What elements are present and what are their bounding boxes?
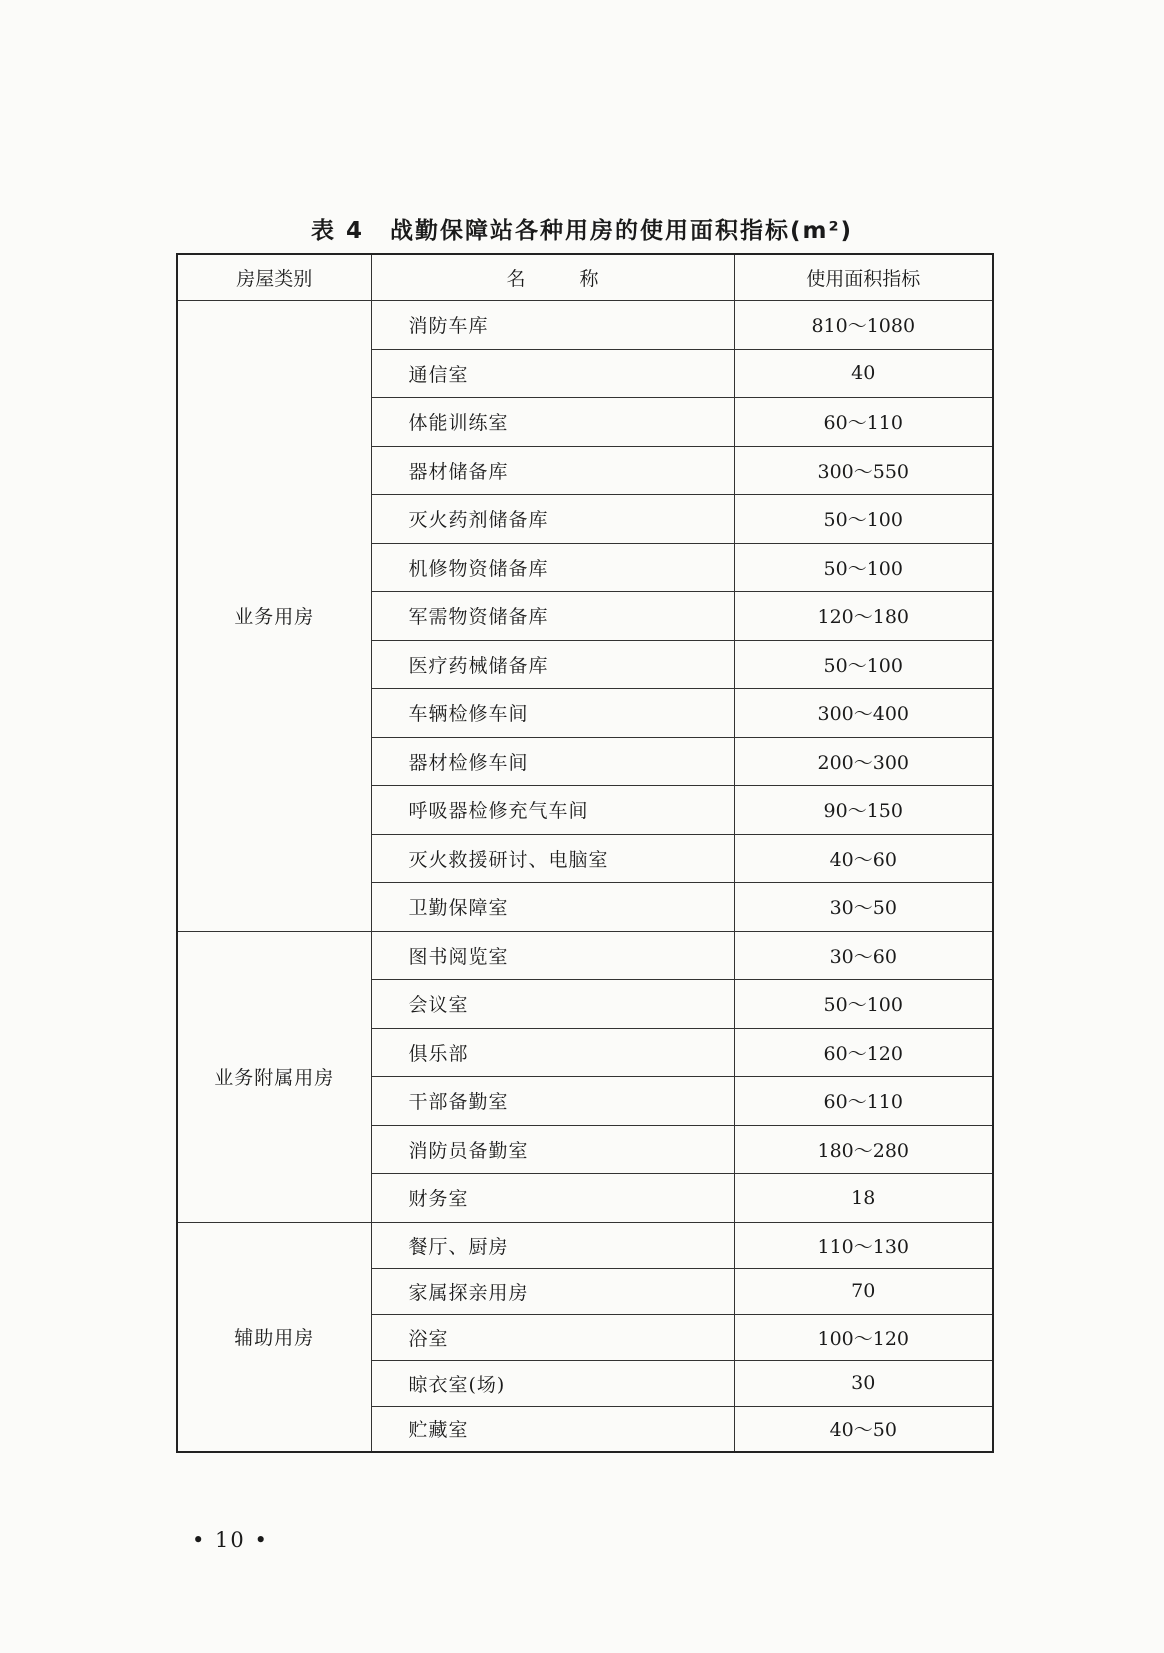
area-index-table <box>176 253 994 1453</box>
area-value-cell: 810～1080 <box>734 301 993 350</box>
header-area: 使用面积指标 <box>734 254 993 301</box>
room-name-cell: 消防车库 <box>371 301 734 350</box>
area-value-cell: 110～130 <box>734 1222 993 1268</box>
category-cell: 业务用房 <box>177 301 371 932</box>
room-name-cell: 消防员备勤室 <box>371 1125 734 1174</box>
header-name: 名 称 <box>371 254 734 301</box>
table-title-text: 战勤保障站各种用房的使用面积指标(m²) <box>389 218 854 244</box>
room-name-cell: 财务室 <box>371 1174 734 1223</box>
table-header-row <box>177 254 993 301</box>
area-value-cell: 50～100 <box>734 495 993 544</box>
area-value-cell: 120～180 <box>734 592 993 641</box>
room-name-cell: 体能训练室 <box>371 398 734 447</box>
table-title <box>0 212 1164 245</box>
room-name-cell: 干部备勤室 <box>371 1077 734 1126</box>
room-name-cell: 图书阅览室 <box>371 931 734 980</box>
area-value-cell: 50～100 <box>734 640 993 689</box>
room-name-cell: 晾衣室(场) <box>371 1360 734 1406</box>
area-value-cell: 40～60 <box>734 834 993 883</box>
area-value-cell: 50～100 <box>734 543 993 592</box>
category-cell: 业务附属用房 <box>177 931 371 1222</box>
table-row <box>177 301 993 350</box>
area-value-cell: 100～120 <box>734 1314 993 1360</box>
room-name-cell: 会议室 <box>371 980 734 1029</box>
table-number: 表 4 <box>310 218 364 244</box>
area-value-cell: 60～110 <box>734 1077 993 1126</box>
area-value-cell: 300～550 <box>734 446 993 495</box>
area-value-cell: 40～50 <box>734 1406 993 1452</box>
room-name-cell: 呼吸器检修充气车间 <box>371 786 734 835</box>
room-name-cell: 车辆检修车间 <box>371 689 734 738</box>
area-value-cell: 300～400 <box>734 689 993 738</box>
page-number: • 10 • <box>192 1528 269 1552</box>
room-name-cell: 通信室 <box>371 349 734 398</box>
room-name-cell: 贮藏室 <box>371 1406 734 1452</box>
room-name-cell: 器材储备库 <box>371 446 734 495</box>
area-value-cell: 60～110 <box>734 398 993 447</box>
room-name-cell: 灭火救援研讨、电脑室 <box>371 834 734 883</box>
area-value-cell: 30～50 <box>734 883 993 932</box>
area-value-cell: 200～300 <box>734 737 993 786</box>
room-name-cell: 卫勤保障室 <box>371 883 734 932</box>
area-value-cell: 30 <box>734 1360 993 1406</box>
area-value-cell: 18 <box>734 1174 993 1223</box>
room-name-cell: 浴室 <box>371 1314 734 1360</box>
area-value-cell: 50～100 <box>734 980 993 1029</box>
room-name-cell: 俱乐部 <box>371 1028 734 1077</box>
area-value-cell: 60～120 <box>734 1028 993 1077</box>
room-name-cell: 灭火药剂储备库 <box>371 495 734 544</box>
area-value-cell: 70 <box>734 1268 993 1314</box>
room-name-cell: 机修物资储备库 <box>371 543 734 592</box>
room-name-cell: 医疗药械储备库 <box>371 640 734 689</box>
area-value-cell: 90～150 <box>734 786 993 835</box>
area-value-cell: 40 <box>734 349 993 398</box>
table-row <box>177 1222 993 1268</box>
area-value-cell: 30～60 <box>734 931 993 980</box>
area-value-cell: 180～280 <box>734 1125 993 1174</box>
category-cell: 辅助用房 <box>177 1222 371 1452</box>
room-name-cell: 餐厅、厨房 <box>371 1222 734 1268</box>
table-row <box>177 931 993 980</box>
header-category: 房屋类别 <box>177 254 371 301</box>
room-name-cell: 家属探亲用房 <box>371 1268 734 1314</box>
room-name-cell: 军需物资储备库 <box>371 592 734 641</box>
room-name-cell: 器材检修车间 <box>371 737 734 786</box>
